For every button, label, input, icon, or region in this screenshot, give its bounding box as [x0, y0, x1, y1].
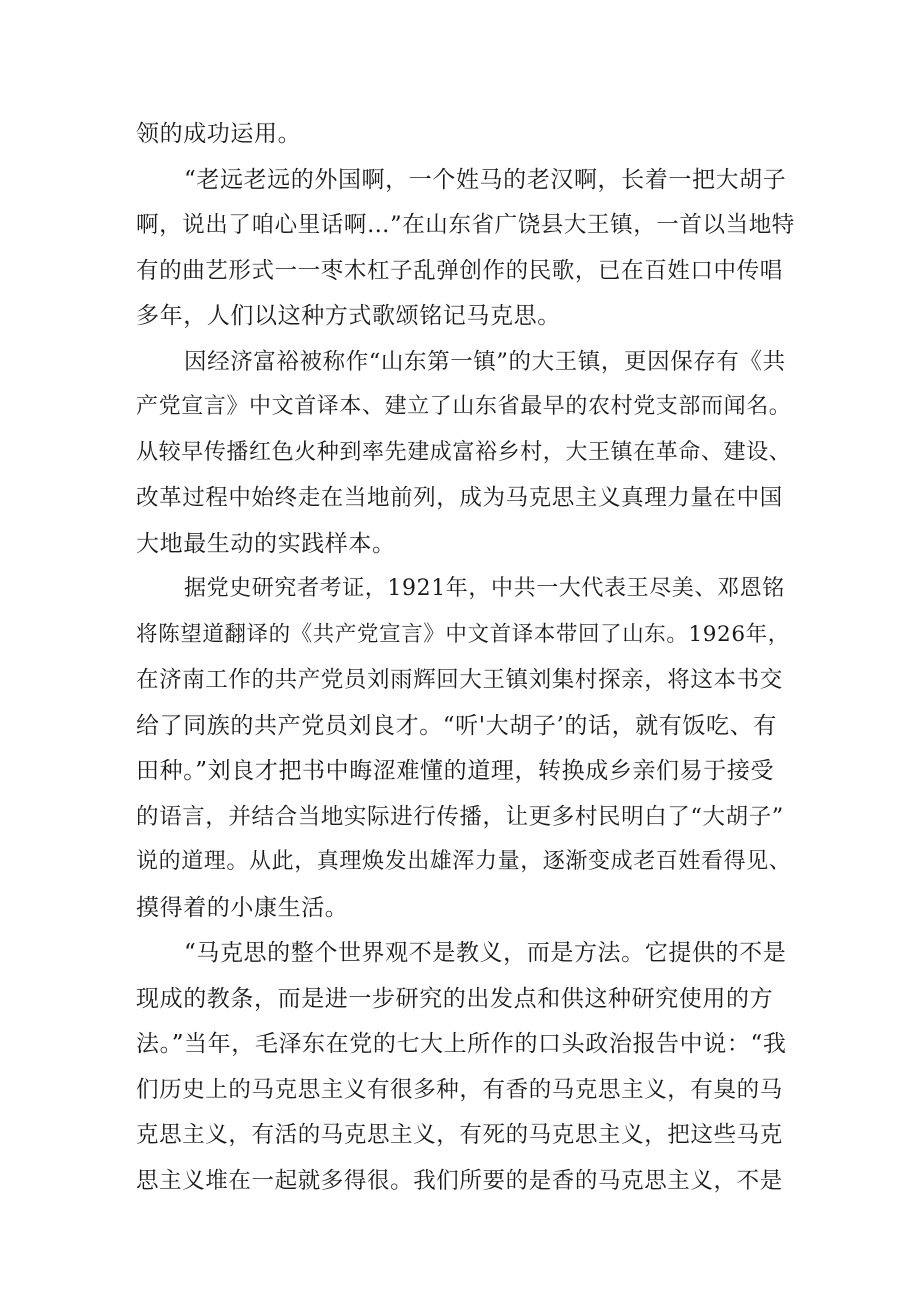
- text-line: “老远老远的外国啊，一个姓马的老汉啊，长着一把大胡子: [184, 167, 787, 193]
- text-line: 啊，说出了咱心里话啊…”在山东省广饶县大王镇，一首以当地特: [136, 212, 795, 238]
- text-line: “马克思的整个世界观不是教义，而是方法。它提供的不是: [184, 940, 787, 966]
- text-line: 给了同族的共产党员刘良才。“听'大胡子’的话，就有饭吃、有: [136, 713, 777, 739]
- text-line: 田种。”刘良才把书中晦涩难懂的道理，转换成乡亲们易于接受: [136, 758, 775, 784]
- text-line: 据党史研究者考证，1921年，中共一大代表王尽美、邓恩铭: [184, 576, 785, 601]
- text-line: 改革过程中始终走在当地前列，成为马克思主义真理力量在中国: [136, 485, 783, 511]
- text-line: 克思主义，有活的马克思主义，有死的马克思主义，把这些马克: [136, 1122, 783, 1148]
- text-line: 思主义堆在一起就多得很。我们所要的是香的马克思主义，不是: [136, 1168, 783, 1194]
- text-line: 因经济富裕被称作“山东第一镇”的大王镇，更因保存有《共: [184, 349, 786, 375]
- text-line: 说的道理。从此，真理焕发出雄浑力量，逐渐变成老百姓看得见、: [136, 849, 792, 874]
- text-line: 摸得着的小康生活。: [136, 895, 349, 921]
- text-line: 从较早传播红色火种到率先建成富裕乡村，大王镇在革命、建设、: [136, 440, 792, 465]
- text-line: 法。”当年，毛泽东在党的七大上所作的口头政治报告中说：“我: [136, 1031, 787, 1057]
- text-line: 有的曲艺形式一一枣木杠子乱弹创作的民歌，已在百姓口中传唱: [136, 258, 783, 284]
- text-line: 领的成功运用。: [136, 121, 302, 147]
- text-line: 大地最生动的实践样本。: [136, 531, 396, 557]
- text-line: 产党宣言》中文首译本、建立了山东省最早的农村党支部而闻名。: [136, 394, 792, 419]
- text-line: 在济南工作的共产党员刘雨辉回大王镇刘集村探亲，将这本书交: [136, 667, 783, 693]
- text-line: 的语言，并结合当地实际进行传播，让更多村民明白了“大胡子”: [136, 804, 784, 830]
- text-line: 多年，人们以这种方式歌颂铭记马克思。: [136, 303, 561, 329]
- text-line: 将陈望道翻译的《共产党宣言》中文首译本带回了山东。1926年，: [136, 622, 790, 647]
- text-line: 们历史上的马克思主义有很多种，有香的马克思主义，有臭的马: [136, 1077, 783, 1103]
- text-line: 现成的教条，而是进一步研究的出发点和供这种研究使用的方: [136, 986, 774, 1012]
